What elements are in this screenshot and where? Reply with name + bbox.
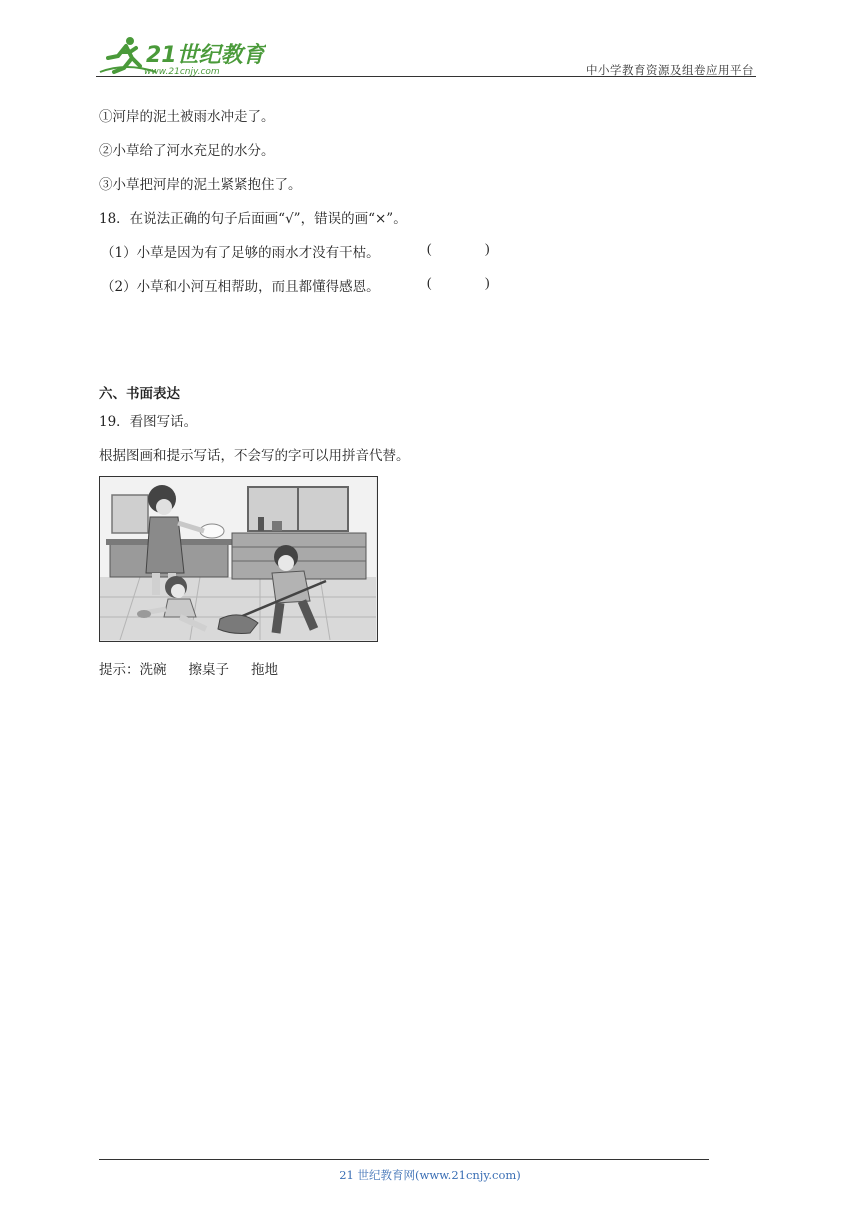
answer-paren-open-1: ( <box>427 241 432 256</box>
illustration-drawing <box>100 477 376 640</box>
hint-row <box>99 658 278 678</box>
illustration-family-chores <box>99 476 378 642</box>
option-3: ③小草把河岸的泥土紧紧抱住了。 <box>99 177 302 193</box>
footer-divider <box>99 1159 709 1160</box>
question-18-item-1: （1）小草是因为有了足够的雨水才没有干枯。 <box>101 245 380 261</box>
logo-text: 21世纪教育 <box>146 43 265 68</box>
header-divider <box>96 76 756 77</box>
question-19-instruction: 根据图画和提示写话，不会写的字可以用拼音代替。 <box>99 448 410 464</box>
option-1: ①河岸的泥土被雨水冲走了。 <box>99 109 275 125</box>
logo-url: www.21cnjy.com <box>144 67 220 77</box>
answer-paren-close-2: ) <box>485 275 490 290</box>
site-logo <box>96 32 266 78</box>
hint-mop-floor: 拖地 <box>251 662 278 678</box>
option-2: ②小草给了河水充足的水分。 <box>99 143 275 159</box>
header-platform-text: 中小学教育资源及组卷应用平台 <box>586 63 754 77</box>
section-6-title: 六、书面表达 <box>99 386 180 402</box>
hint-label-wash-dishes: 提示：洗碗 <box>99 662 167 678</box>
answer-paren-open-2: ( <box>427 275 432 290</box>
question-18-item-2: （2）小草和小河互相帮助，而且都懂得感恩。 <box>101 279 380 295</box>
page-header <box>96 32 756 78</box>
answer-paren-close-1: ) <box>485 241 490 256</box>
footer-site-link[interactable]: 21 世纪教育网(www.21cnjy.com) <box>339 1168 521 1182</box>
question-18: 18．在说法正确的句子后面画“√”，错误的画“×”。 <box>99 211 407 227</box>
question-19: 19．看图写话。 <box>99 414 198 430</box>
hint-wipe-table: 擦桌子 <box>188 662 229 678</box>
